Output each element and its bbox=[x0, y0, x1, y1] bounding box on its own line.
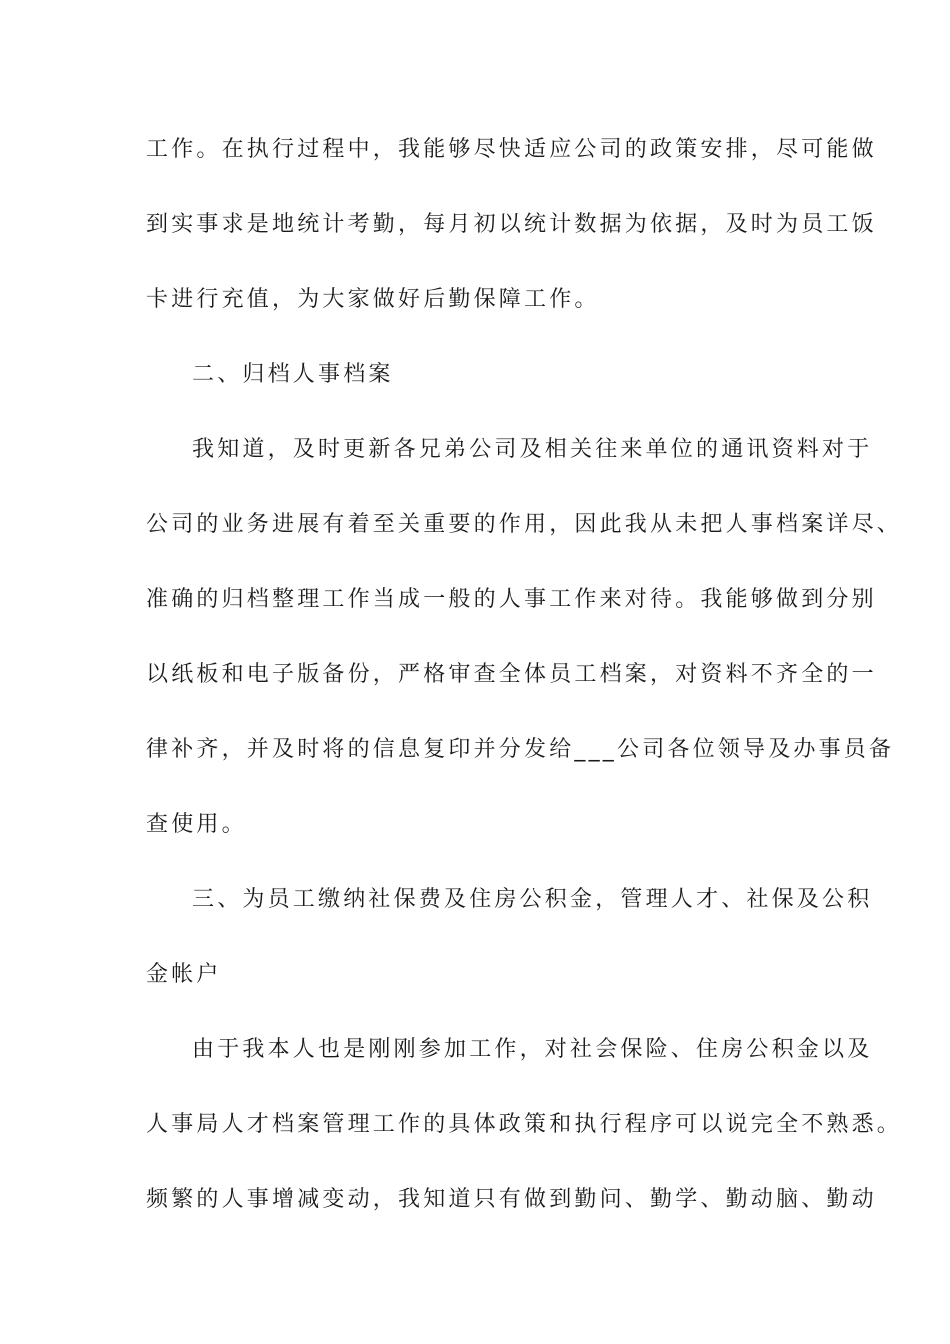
paragraph-line: 准确的归档整理工作当成一般的人事工作来对待。我能够做到分别 bbox=[146, 587, 877, 612]
paragraph-line: 查使用。 bbox=[146, 812, 247, 837]
paragraph-line: 工作。在执行过程中，我能够尽快适应公司的政策安排，尽可能做 bbox=[146, 137, 877, 162]
paragraph-line: 到实事求是地统计考勤，每月初以统计数据为依据，及时为员工饭 bbox=[146, 212, 877, 237]
section-heading: 二、归档人事档案 bbox=[192, 362, 394, 387]
paragraph-line: 频繁的人事增减变动，我知道只有做到勤问、勤学、勤动脑、勤动 bbox=[146, 1187, 877, 1212]
paragraph-line: 公司的业务进展有着至关重要的作用，因此我从未把人事档案详尽、 bbox=[146, 512, 903, 537]
section-heading: 三、为员工缴纳社保费及住房公积金，管理人才、社保及公积 bbox=[192, 887, 873, 912]
paragraph-line: 由于我本人也是刚刚参加工作，对社会保险、住房公积金以及 bbox=[192, 1037, 873, 1062]
paragraph-line: 人事局人才档案管理工作的具体政策和执行程序可以说完全不熟悉。 bbox=[146, 1112, 903, 1137]
section-heading-continuation: 金帐户 bbox=[146, 962, 222, 987]
paragraph-line: 以纸板和电子版备份，严格审查全体员工档案，对资料不齐全的一 bbox=[146, 662, 877, 687]
paragraph-line: 律补齐，并及时将的信息复印并分发给___公司各位领导及办事员备 bbox=[146, 737, 895, 762]
paragraph-line: 我知道，及时更新各兄弟公司及相关往来单位的通讯资料对于 bbox=[192, 437, 873, 462]
paragraph-line: 卡进行充值，为大家做好后勤保障工作。 bbox=[146, 287, 600, 312]
